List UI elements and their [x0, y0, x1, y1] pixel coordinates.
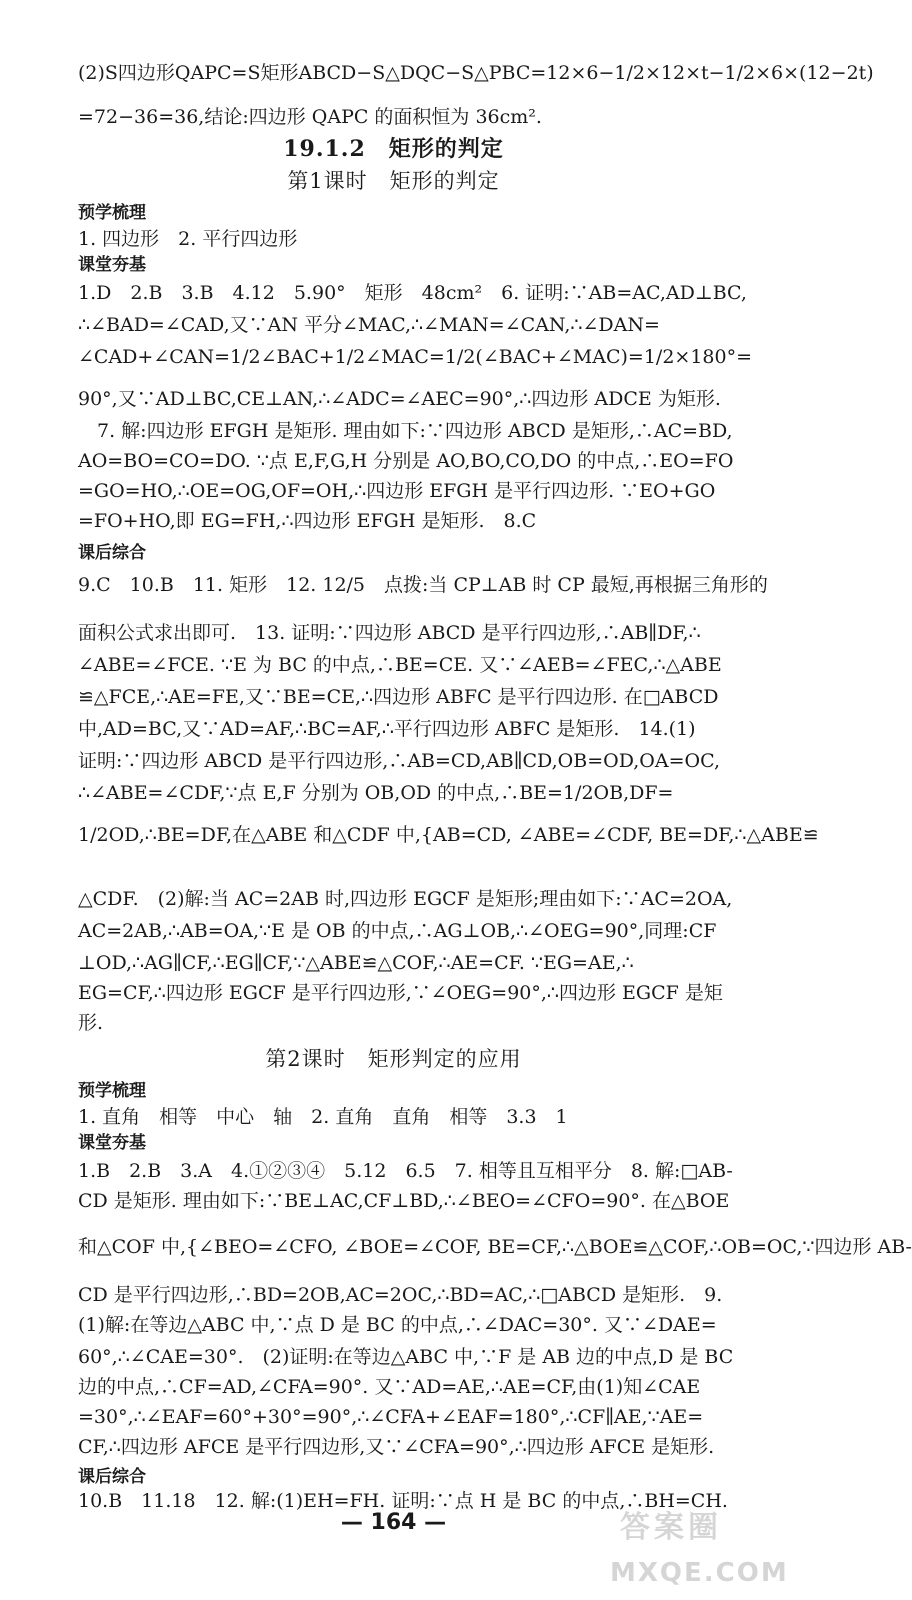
text-line: ⊥OD,∴AG∥CF,∴EG∥CF,∵△ABE≌△COF,∴AE=CF. ∵EG=AE,∴	[78, 952, 634, 974]
text-line: EG=CF,∴四边形 EGCF 是平行四边形,∵∠OEG=90°,∴四边形 EGCF 是矩	[78, 982, 723, 1004]
subsection-heading: 课后综合	[78, 1467, 146, 1487]
text-line: ∴∠ABE=∠CDF,∵点 E,F 分别为 OB,OD 的中点,∴BE=1/2OB,DF=	[78, 782, 674, 804]
text-line: △CDF. (2)解:当 AC=2AB 时,四边形 EGCF 是矩形;理由如下:∵AC=2OA,	[78, 888, 733, 910]
text-line: 1.B 2.B 3.A 4.①②③④ 5.12 6.5 7. 相等且互相平分 8. 解:□AB-	[78, 1160, 733, 1182]
text-line: ∠ABE=∠FCE. ∵E 为 BC 的中点,∴BE=CE. 又∵∠AEB=∠FEC,∴△ABE	[78, 654, 722, 676]
text-line: ≌△FCE,∴AE=FE,又∵BE=CE,∴四边形 ABFC 是平行四边形. 在□ABCD	[78, 686, 719, 708]
text-line: 90°,又∵AD⊥BC,CE⊥AN,∴∠ADC=∠AEC=90°,∴四边形 ADCE 为矩形.	[78, 388, 721, 410]
subsection-heading: 课后综合	[78, 543, 146, 563]
text-line: 证明:∵四边形 ABCD 是平行四边形,∴AB=CD,AB∥CD,OB=OD,OA=OC,	[78, 750, 720, 772]
text-line: 1. 四边形 2. 平行四边形	[78, 228, 298, 250]
text-line: CD 是平行四边形,∴BD=2OB,AC=2OC,∴BD=AC,∴□ABCD 是矩形. 9.	[78, 1284, 723, 1306]
text-line: (2)S四边形QAPC=S矩形ABCD−S△DQC−S△PBC=12×6−1/2×12×t−1/2×6×(12−2t)	[78, 62, 874, 84]
text-line: CF,∴四边形 AFCE 是平行四边形,又∵∠CFA=90°,∴四边形 AFCE 是矩形.	[78, 1436, 715, 1458]
lesson-title: 第1课时 矩形的判定	[287, 169, 500, 193]
text-line: 边的中点,∴CF=AD,∠CFA=90°. 又∵AD=AE,∴AE=CF,由(1)知∠CAE	[78, 1376, 701, 1398]
text-line: AO=BO=CO=DO. ∵点 E,F,G,H 分别是 AO,BO,CO,DO 的中点,∴EO=FO	[78, 450, 734, 472]
subsection-heading: 预学梳理	[78, 1081, 146, 1101]
text-line: 中,AD=BC,又∵AD=AF,∴BC=AF,∴平行四边形 ABFC 是矩形. 14.(1)	[78, 718, 696, 740]
text-line: AC=2AB,∴AB=OA,∵E 是 OB 的中点,∴AG⊥OB,∴∠OEG=90°,同理:CF	[78, 920, 717, 942]
watermark-text-top: 答案圈	[620, 1510, 722, 1545]
watermark-logo	[600, 1500, 789, 1595]
text-line: =72−36=36,结论:四边形 QAPC 的面积恒为 36cm².	[78, 106, 542, 128]
text-line: =GO=HO,∴OE=OG,OF=OH,∴四边形 EFGH 是平行四边形. ∵EO+GO	[78, 480, 716, 502]
lesson-title: 第2课时 矩形判定的应用	[265, 1047, 522, 1071]
section-title: 19.1.2 矩形的判定	[283, 136, 504, 162]
text-line: 7. 解:四边形 EFGH 是矩形. 理由如下:∵四边形 ABCD 是矩形,∴AC=BD,	[78, 420, 733, 442]
text-line: 和△COF 中,{∠BEO=∠CFO, ∠BOE=∠COF, BE=CF,∴△BOE≌△COF,∴OB=OC,∵四边形 AB-	[78, 1236, 912, 1258]
subsection-heading: 课堂夯基	[78, 255, 146, 275]
text-line: 形.	[78, 1012, 104, 1034]
page-number: — 164 —	[340, 1510, 447, 1535]
subsection-heading: 预学梳理	[78, 203, 146, 223]
text-line: 1. 直角 相等 中心 轴 2. 直角 直角 相等 3.3 1	[78, 1106, 568, 1128]
text-line: CD 是矩形. 理由如下:∵BE⊥AC,CF⊥BD,∴∠BEO=∠CFO=90°. 在△BOE	[78, 1190, 730, 1212]
text-line: 1/2OD,∴BE=DF,在△ABE 和△CDF 中,{AB=CD, ∠ABE=∠CDF, BE=DF,∴△ABE≌	[78, 824, 819, 846]
text-line: ∴∠BAD=∠CAD,又∵AN 平分∠MAC,∴∠MAN=∠CAN,∴∠DAN=	[78, 314, 660, 336]
text-line: 面积公式求出即可. 13. 证明:∵四边形 ABCD 是平行四边形,∴AB∥DF,∴	[78, 622, 701, 644]
watermark-text-bottom: MXQE.COM	[610, 1558, 789, 1588]
subsection-heading: 课堂夯基	[78, 1133, 146, 1153]
text-line: 60°,∴∠CAE=30°. (2)证明:在等边△ABC 中,∵F 是 AB 边的中点,D 是 BC	[78, 1346, 734, 1368]
text-line: =FO+HO,即 EG=FH,∴四边形 EFGH 是矩形. 8.C	[78, 510, 537, 532]
text-line: ∠CAD+∠CAN=1/2∠BAC+1/2∠MAC=1/2(∠BAC+∠MAC)=1/2×180°=	[78, 346, 753, 368]
text-line: =30°,∴∠EAF=60°+30°=90°,∴∠CFA+∠EAF=180°,∴CF∥AE,∵AE=	[78, 1406, 704, 1428]
text-line: 10.B 11.18 12. 解:(1)EH=FH. 证明:∵点 H 是 BC 的中点,∴BH=CH.	[78, 1490, 728, 1512]
text-line: 9.C 10.B 11. 矩形 12. 12/5 点拨:当 CP⊥AB 时 CP 最短,再根据三角形的	[78, 574, 768, 596]
text-line: 1.D 2.B 3.B 4.12 5.90° 矩形 48cm² 6. 证明:∵AB=AC,AD⊥BC,	[78, 282, 747, 304]
text-line: (1)解:在等边△ABC 中,∵点 D 是 BC 的中点,∴∠DAC=30°. 又∵∠DAE=	[78, 1314, 717, 1336]
